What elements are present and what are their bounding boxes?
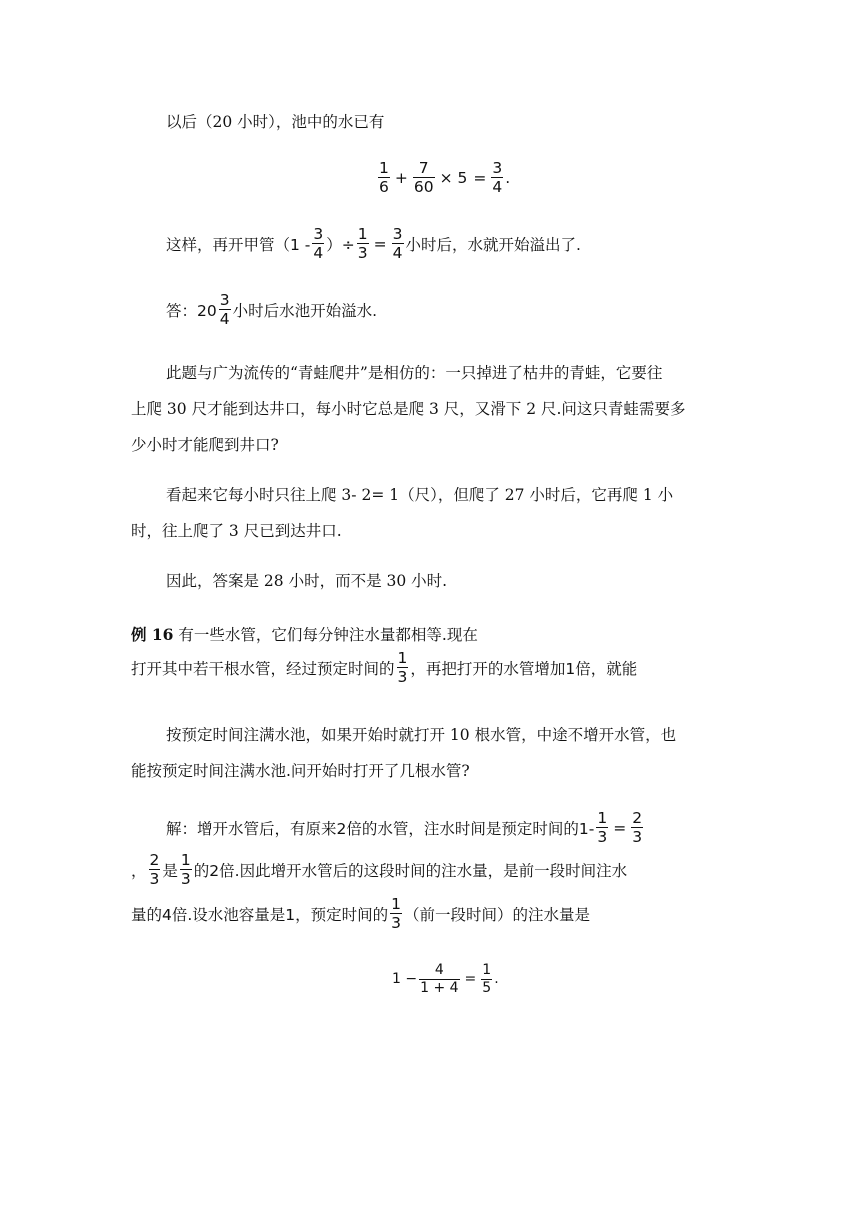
denominator: 3 — [597, 828, 608, 847]
denominator: 6 — [379, 178, 389, 197]
solution-line — [131, 896, 590, 932]
text: 小时后，水就开始溢出了. — [405, 235, 581, 254]
text: 是 — [162, 861, 178, 880]
solution-line — [131, 852, 627, 888]
numerator: 2 — [632, 809, 643, 827]
numerator: 7 — [418, 159, 429, 177]
fraction — [378, 160, 390, 196]
answer-line — [166, 292, 377, 328]
numerator: 1 — [482, 962, 492, 978]
text: 解：增开水管后，有原来2倍的水管，注水时间是预定时间的1- — [166, 819, 595, 838]
numerator: 3 — [492, 159, 503, 177]
paragraph-line — [131, 433, 279, 455]
example-heading-line — [131, 623, 478, 645]
equation — [392, 963, 499, 995]
text: 少小时才能爬到井口? — [131, 436, 279, 454]
text: 能按预定时间注满水池.问开始时打开了几根水管? — [131, 762, 470, 780]
text-line — [166, 226, 581, 262]
text: 量的4倍.设水池容量是1，预定时间的 — [131, 905, 389, 924]
denominator: 4 — [219, 310, 230, 329]
denominator: 3 — [357, 244, 368, 263]
text: 看起来它每小时只往上爬 3- 2= 1（尺），但爬了 27 小时后，它再爬 1 小 — [166, 486, 674, 504]
solution-line — [166, 810, 645, 846]
numerator: 2 — [149, 851, 160, 869]
paragraph-line — [166, 569, 447, 591]
fraction — [481, 963, 492, 995]
fraction — [357, 226, 369, 262]
text: 有一些水管，它们每分钟注水量都相等.现在 — [173, 626, 478, 644]
operator: = — [473, 168, 487, 187]
text: 小时后水池开始溢水. — [232, 301, 378, 320]
text: 以后（20 小时），池中的水已有 — [166, 113, 385, 131]
operator: × 5 — [439, 168, 468, 187]
text: 时，往上爬了 3 尺已到达井口. — [131, 522, 342, 540]
text: 1 − — [392, 971, 418, 988]
denominator: 3 — [391, 914, 402, 933]
numerator: 1 — [597, 809, 608, 827]
paragraph-line — [131, 759, 470, 781]
numerator: 3 — [313, 225, 324, 243]
numerator: 1 — [391, 895, 402, 913]
fraction — [413, 160, 435, 196]
denominator: 4 — [492, 178, 503, 197]
denominator: 3 — [397, 668, 408, 687]
operator: = — [613, 818, 627, 837]
example-label: 例 16 — [131, 625, 174, 644]
denominator: 3 — [632, 828, 643, 847]
period: . — [494, 971, 499, 988]
text: 打开其中若干根水管，经过预定时间的 — [131, 659, 395, 678]
fraction — [312, 226, 324, 262]
fraction — [392, 226, 404, 262]
fraction — [631, 810, 643, 846]
paragraph-line — [166, 483, 673, 505]
text: ， — [131, 861, 147, 880]
numerator: 1 — [180, 851, 191, 869]
fraction — [219, 292, 231, 328]
paragraph-line — [131, 397, 685, 419]
text: 因此，答案是 28 小时，而不是 30 小时. — [166, 572, 448, 590]
numerator: 3 — [219, 291, 230, 309]
text: 答：20 — [166, 301, 217, 320]
denominator: 5 — [482, 979, 492, 996]
denominator: 3 — [180, 870, 191, 889]
period: . — [505, 168, 511, 187]
denominator: 1 + 4 — [420, 979, 459, 996]
numerator: 1 — [397, 649, 408, 667]
text: ）÷ — [326, 235, 355, 254]
equation — [376, 160, 510, 196]
denominator: 3 — [149, 870, 160, 889]
fraction — [149, 852, 161, 888]
denominator: 60 — [413, 178, 434, 197]
fraction — [390, 896, 402, 932]
text: 按预定时间注满水池，如果开始时就打开 10 根水管，中途不增开水管，也 — [166, 726, 677, 744]
numerator: 1 — [357, 225, 368, 243]
text: 的2倍.因此增开水管后的这段时间的注水量，是前一段时间注水 — [193, 861, 628, 880]
text: 上爬 30 尺才能到达井口，每小时它总是爬 3 尺，又滑下 2 尺.问这只青蛙需要多 — [131, 400, 686, 418]
text: （前一段时间）的注水量是 — [404, 905, 591, 924]
operator: = — [464, 971, 477, 988]
operator: + — [394, 168, 408, 187]
paragraph-line — [166, 723, 676, 745]
fraction — [491, 160, 503, 196]
numerator: 1 — [379, 159, 389, 177]
fraction — [180, 852, 192, 888]
fraction — [419, 963, 459, 995]
text: 这样，再开甲管（1 - — [166, 235, 311, 254]
numerator: 4 — [434, 962, 444, 978]
text: 此题与广为流传的“青蛙爬井”是相仿的：一只掉进了枯井的青蛙，它要往 — [166, 364, 663, 382]
fraction — [397, 650, 409, 686]
numerator: 3 — [392, 225, 403, 243]
operator: = — [373, 234, 387, 253]
text-line — [166, 110, 384, 132]
text: ，再把打开的水管增加1倍，就能 — [410, 659, 638, 678]
fraction — [596, 810, 608, 846]
text-line — [131, 650, 637, 686]
denominator: 4 — [392, 244, 403, 263]
paragraph-line — [131, 519, 342, 541]
paragraph-line — [166, 361, 662, 383]
denominator: 4 — [313, 244, 324, 263]
